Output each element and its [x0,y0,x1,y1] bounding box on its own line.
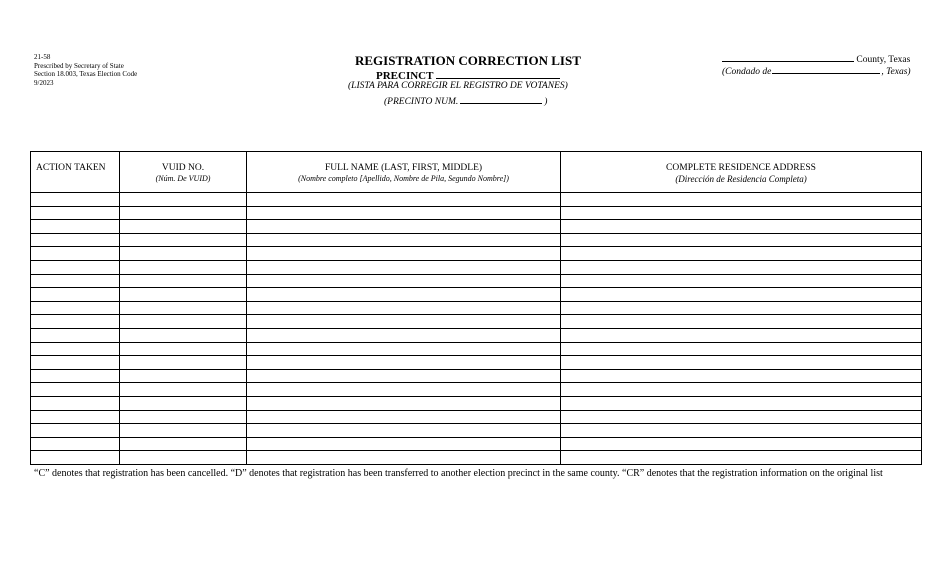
table-body [31,193,922,465]
address-cell[interactable] [561,383,922,397]
vuid-cell[interactable] [120,356,247,370]
election-code-section: Section 18.003, Texas Election Code [34,70,138,79]
column-sublabel: (Nombre completo [Apellido, Nombre de Pila, Segundo Nombre]) [298,174,509,183]
vuid-cell[interactable] [120,247,247,261]
vuid-cell[interactable] [120,369,247,383]
table-row [31,369,922,383]
action-cell[interactable] [31,301,120,315]
action-cell[interactable] [31,437,120,451]
address-cell[interactable] [561,342,922,356]
table-row [31,233,922,247]
vuid-cell[interactable] [120,342,247,356]
full-name-cell[interactable] [247,356,561,370]
column-header-full-name [247,152,561,193]
vuid-cell[interactable] [120,328,247,342]
condado-label: (Condado de [722,67,772,77]
full-name-cell[interactable] [247,342,561,356]
address-cell[interactable] [561,356,922,370]
address-cell[interactable] [561,193,922,207]
vuid-cell[interactable] [120,274,247,288]
action-cell[interactable] [31,328,120,342]
address-cell[interactable] [561,410,922,424]
table-row [31,342,922,356]
action-cell[interactable] [31,206,120,220]
table-row [31,315,922,329]
address-cell[interactable] [561,369,922,383]
vuid-cell[interactable] [120,451,247,465]
precinct-blank[interactable] [436,68,560,79]
address-cell[interactable] [561,328,922,342]
action-cell[interactable] [31,451,120,465]
vuid-cell[interactable] [120,315,247,329]
form-number: 21-58 [34,53,51,61]
vuid-cell[interactable] [120,410,247,424]
action-cell[interactable] [31,356,120,370]
action-cell[interactable] [31,424,120,438]
address-cell[interactable] [561,206,922,220]
address-cell[interactable] [561,220,922,234]
full-name-cell[interactable] [247,424,561,438]
table-row [31,247,922,261]
full-name-cell[interactable] [247,315,561,329]
action-cell[interactable] [31,233,120,247]
table-row [31,424,922,438]
action-cell[interactable] [31,342,120,356]
full-name-cell[interactable] [247,274,561,288]
county-blank[interactable] [722,53,854,62]
table-row [31,288,922,302]
form-date: 9/2023 [34,78,54,87]
condado-blank[interactable] [772,64,880,74]
prescribed-by: Prescribed by Secretary of State [34,61,124,70]
action-cell[interactable] [31,220,120,234]
action-cell[interactable] [31,369,120,383]
table-row [31,383,922,397]
address-cell[interactable] [561,260,922,274]
table-row [31,301,922,315]
precinto-close: ) [544,97,548,107]
vuid-cell[interactable] [120,301,247,315]
vuid-cell[interactable] [120,396,247,410]
vuid-cell[interactable] [120,260,247,274]
column-label: VUID NO. [161,163,205,173]
column-header-address [561,152,922,193]
full-name-cell[interactable] [247,247,561,261]
table-row [31,220,922,234]
footnote: “C” denotes that registration has been cancelled. “D” denotes that registration has been transferred to another election precinct in the same county. “CR” denotes that the registration information on the original list [34,468,883,479]
precinto-blank[interactable] [460,94,542,104]
vuid-cell[interactable] [120,233,247,247]
address-cell[interactable] [561,396,922,410]
full-name-cell[interactable] [247,328,561,342]
column-sublabel: (Dirección de Residencia Completa) [675,174,807,184]
table-header-row [31,152,922,193]
column-header-vuid [120,152,247,193]
address-cell[interactable] [561,233,922,247]
full-name-cell[interactable] [247,193,561,207]
full-name-cell[interactable] [247,288,561,302]
precinto-line [384,94,547,107]
correction-table [30,151,922,465]
full-name-cell[interactable] [247,301,561,315]
address-cell[interactable] [561,437,922,451]
table-row [31,260,922,274]
action-cell[interactable] [31,396,120,410]
full-name-cell[interactable] [247,383,561,397]
table-row [31,437,922,451]
vuid-cell[interactable] [120,383,247,397]
vuid-cell[interactable] [120,206,247,220]
action-cell[interactable] [31,315,120,329]
action-cell[interactable] [31,288,120,302]
table-row [31,410,922,424]
vuid-cell[interactable] [120,288,247,302]
action-cell[interactable] [31,410,120,424]
full-name-cell[interactable] [247,410,561,424]
vuid-cell[interactable] [120,220,247,234]
address-cell[interactable] [561,315,922,329]
action-cell[interactable] [31,247,120,261]
condado-suffix: , Texas) [881,67,911,77]
vuid-cell[interactable] [120,193,247,207]
full-name-cell[interactable] [247,260,561,274]
address-cell[interactable] [561,451,922,465]
table-row [31,451,922,465]
county-label: County, Texas [856,55,911,65]
full-name-cell[interactable] [247,396,561,410]
column-label: COMPLETE RESIDENCE ADDRESS [666,163,816,173]
vuid-cell[interactable] [120,424,247,438]
table-row [31,328,922,342]
full-name-cell[interactable] [247,206,561,220]
full-name-cell[interactable] [247,220,561,234]
address-cell[interactable] [561,424,922,438]
column-label: ACTION TAKEN [36,163,106,173]
full-name-cell[interactable] [247,369,561,383]
table-row [31,396,922,410]
spanish-title: (LISTA PARA CORREGIR EL REGISTRO DE VOTANES) [348,81,568,91]
address-cell[interactable] [561,288,922,302]
column-sublabel: (Núm. De VUID) [155,174,211,183]
action-cell[interactable] [31,274,120,288]
action-cell[interactable] [31,193,120,207]
precinct-line [376,68,560,82]
address-cell[interactable] [561,301,922,315]
full-name-cell[interactable] [247,437,561,451]
column-label: FULL NAME (LAST, FIRST, MIDDLE) [324,163,483,173]
full-name-cell[interactable] [247,233,561,247]
page-title: REGISTRATION CORRECTION LIST [355,53,581,68]
column-header-action-taken [31,152,120,193]
precinto-label: (PRECINTO NUM. [384,97,459,107]
full-name-cell[interactable] [247,451,561,465]
address-cell[interactable] [561,274,922,288]
table-row [31,356,922,370]
precinct-label: PRECINCT [376,70,434,82]
table-row [31,206,922,220]
condado-line [722,64,911,77]
vuid-cell[interactable] [120,437,247,451]
table-row [31,274,922,288]
action-cell[interactable] [31,260,120,274]
table-row [31,193,922,207]
action-cell[interactable] [31,383,120,397]
form-meta [34,53,137,87]
address-cell[interactable] [561,247,922,261]
